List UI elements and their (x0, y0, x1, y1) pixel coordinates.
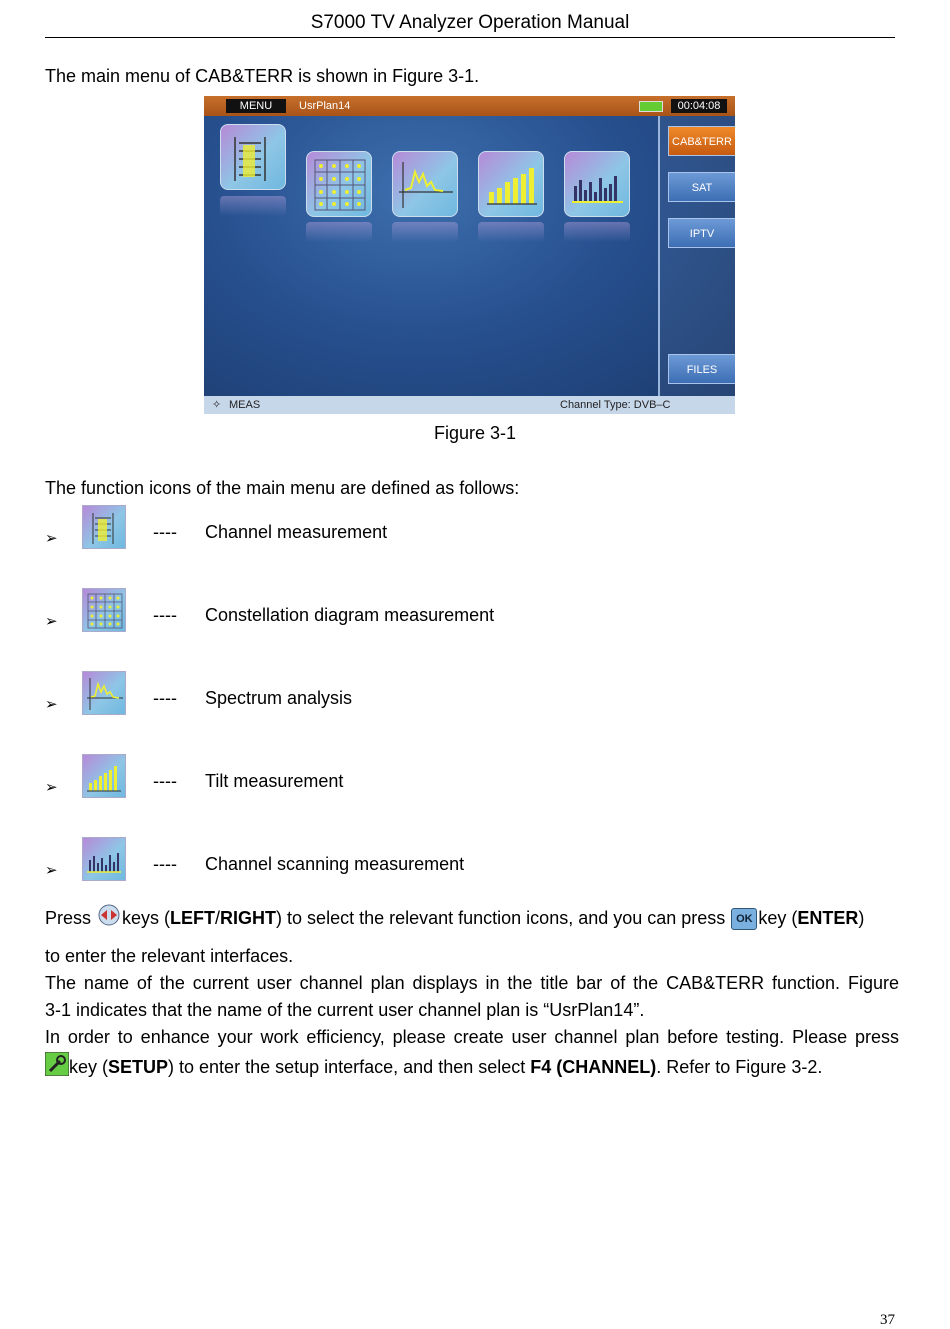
text: key ( (758, 907, 798, 928)
tile-reflection (220, 196, 286, 216)
icon-label: Channel scanning measurement (205, 854, 465, 874)
text: ) to enter the setup interface, and then select (168, 1056, 531, 1077)
icon-def-row (45, 754, 745, 798)
setup-key-label: SETUP (108, 1056, 169, 1077)
text: key ( (69, 1056, 109, 1077)
para2-line2: 3-1 indicates that the name of the current user channel plan is “UsrPlan14”. (45, 1000, 645, 1020)
tilt-tile (478, 151, 544, 217)
bullet-arrow-icon: ➢ (45, 530, 58, 547)
icon-def-row (45, 505, 745, 549)
tile-reflection (478, 222, 544, 242)
icon-label: Tilt measurement (205, 771, 344, 791)
channel-measurement-tile (220, 124, 286, 190)
dash: ---- (153, 522, 177, 542)
plan-name: UsrPlan14 (299, 100, 351, 112)
icon-def-row (45, 671, 745, 715)
sidebar-sat: SAT (668, 172, 735, 202)
press-keys-line2: to enter the relevant interfaces. (45, 946, 294, 966)
spectrum-tile (392, 151, 458, 217)
status-meas: MEAS (229, 399, 261, 411)
icon-label: Constellation diagram measurement (205, 605, 495, 625)
text: Press (45, 907, 97, 928)
figure-status-bar (204, 396, 735, 414)
figure-title-bar (204, 96, 735, 116)
meas-icon: ✧ (212, 399, 222, 411)
text: / (215, 907, 221, 928)
main-menu-figure (204, 96, 735, 414)
dash: ---- (153, 771, 177, 791)
tilt-icon (82, 754, 126, 798)
text: . Refer to Figure 3-2. (656, 1056, 823, 1077)
sidebar-cab-terr: CAB&TERR (668, 126, 735, 156)
menu-label: MENU (226, 99, 286, 113)
f4-channel-label: F4 (CHANNEL) (530, 1056, 657, 1077)
para2-line1: The name of the current user channel plan displays in the title bar of the CAB&TERR function. Figure (45, 973, 899, 993)
dash: ---- (153, 605, 177, 625)
press-keys-line (45, 904, 905, 934)
bullet-arrow-icon: ➢ (45, 613, 58, 630)
figure-caption: Figure 3-1 (433, 423, 517, 443)
page-header: S7000 TV Analyzer Operation Manual (45, 12, 895, 38)
icon-def-row (45, 837, 745, 881)
enter-key-label: ENTER (797, 907, 859, 928)
icon-def-row (45, 588, 745, 632)
status-channel-type: Channel Type: DVB–C (560, 399, 671, 411)
clock: 00:04:08 (671, 99, 727, 113)
bullet-arrow-icon: ➢ (45, 862, 58, 879)
icon-label: Spectrum analysis (205, 688, 353, 708)
channel-measurement-icon (82, 505, 126, 549)
left-key-label: LEFT (170, 907, 216, 928)
channel-scan-tile (564, 151, 630, 217)
dash: ---- (153, 688, 177, 708)
sidebar-files: FILES (668, 354, 735, 384)
setup-wrench-icon (45, 1052, 69, 1084)
channel-scan-icon (82, 837, 126, 881)
intro-text: The main menu of CAB&TERR is shown in Figure 3-1. (45, 66, 480, 86)
left-right-key-icon (96, 904, 122, 934)
tile-reflection (392, 222, 458, 242)
constellation-tile (306, 151, 372, 217)
sidebar-iptv: IPTV (668, 218, 735, 248)
page-number: 37 (880, 1312, 895, 1328)
para3-line1: In order to enhance your work efficiency, please create user channel plan before testing. Please press (45, 1027, 899, 1047)
icons-intro: The function icons of the main menu are defined as follows: (45, 478, 520, 498)
text: keys ( (122, 907, 171, 928)
right-key-label: RIGHT (220, 907, 277, 928)
tile-reflection (306, 222, 372, 242)
spectrum-icon (82, 671, 126, 715)
figure-sidebar (658, 116, 735, 396)
tile-reflection (564, 222, 630, 242)
text: ) to select the relevant function icons, and you can press (276, 907, 731, 928)
text: ) (858, 907, 865, 928)
bullet-arrow-icon: ➢ (45, 779, 58, 796)
icon-label: Channel measurement (205, 522, 388, 542)
para3-line2 (45, 1052, 822, 1084)
bullet-arrow-icon: ➢ (45, 696, 58, 713)
constellation-icon (82, 588, 126, 632)
battery-icon (639, 101, 663, 112)
dash: ---- (153, 854, 177, 874)
ok-key-icon: OK (731, 908, 757, 930)
